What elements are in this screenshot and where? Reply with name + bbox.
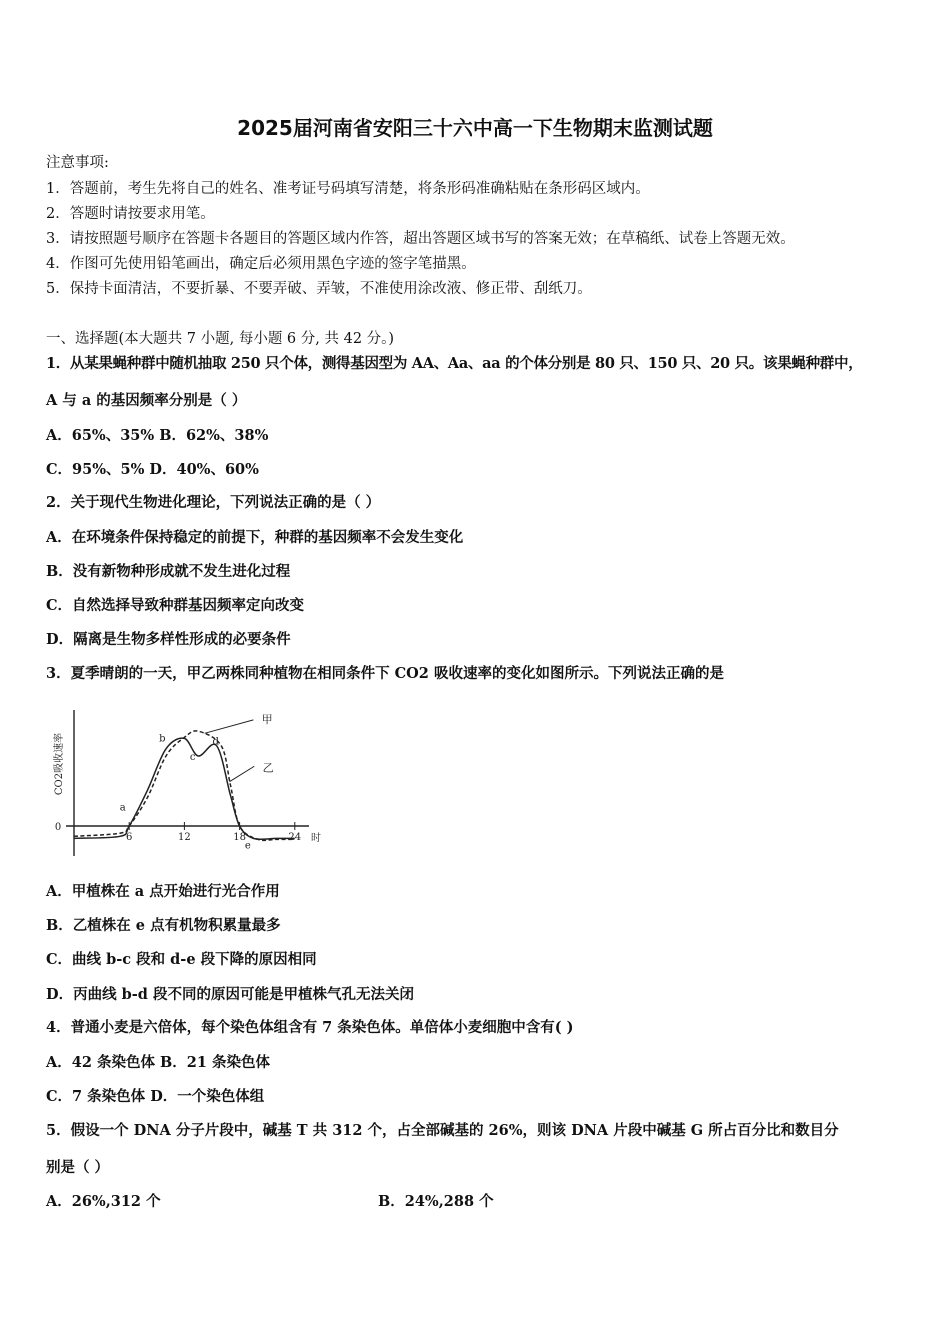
q4-options-cd: C．7 条染色体 D．一个染色体组	[46, 1088, 265, 1105]
origin-label: 0	[54, 822, 62, 833]
x-tick-label: 6	[126, 832, 133, 843]
q5-stem-cont: 别是（ ）	[46, 1159, 110, 1176]
q4-options-ab: A．42 条染色体 B．21 条染色体	[46, 1054, 271, 1071]
q2-option-d: D．隔离是生物多样性形成的必要条件	[46, 631, 291, 648]
point-label-a: a	[119, 802, 126, 814]
point-label-b: b	[159, 733, 166, 745]
q5-option-a: A．26%,312 个	[46, 1193, 161, 1210]
q1-options-cd: C．95%、5% D．40%、60%	[46, 461, 259, 478]
co2-chart	[44, 698, 334, 863]
q2-option-b: B．没有新物种形成就不发生进化过程	[46, 563, 291, 580]
q5-stem: 5．假设一个 DNA 分子片段中，碱基 T 共 312 个，占全部碱基的 26%，则该 DNA 片段中碱基 G 所占百分比和数目分	[46, 1122, 839, 1139]
q2-option-c: C．自然选择导致种群基因频率定向改变	[46, 597, 305, 614]
q2-stem: 2．关于现代生物进化理论，下列说法正确的是（ ）	[46, 494, 381, 511]
x-tick-label: 12	[178, 832, 191, 843]
notice-heading: 注意事项:	[46, 155, 109, 171]
legend-leader	[205, 720, 254, 733]
page-title: 2025届河南省安阳三十六中高一下生物期末监测试题	[237, 116, 713, 140]
q3-option-c: C．曲线 b-c 段和 d-e 段下降的原因相同	[46, 951, 317, 968]
notice-item: 5．保持卡面清洁，不要折暴、不要弄破、弄皱，不准使用涂改液、修正带、刮纸刀。	[46, 281, 592, 297]
legend-leader	[229, 766, 254, 781]
notice-item: 3．请按照题号顺序在答题卡各题目的答题区域内作答，超出答题区域书写的答案无效；在草稿纸、试卷上答题无效。	[46, 231, 795, 247]
q3-option-b: B．乙植株在 e 点有机物积累量最多	[46, 917, 281, 934]
notice-item: 2．答题时请按要求用笔。	[46, 206, 215, 222]
x-tick-label: 24	[288, 832, 302, 843]
point-label-e: e	[244, 840, 251, 852]
notice-item: 4．作图可先使用铅笔画出，确定后必须用黑色字迹的签字笔描黑。	[46, 256, 476, 272]
x-axis-label: 时	[311, 833, 321, 844]
legend-label: 甲	[261, 713, 273, 726]
q1-stem-cont: A 与 a 的基因频率分别是（ ）	[46, 392, 247, 409]
notice-item: 1．答题前，考生先将自己的姓名、准考证号码填写清楚，将条形码准确粘贴在条形码区域内。	[46, 181, 650, 197]
x-tick-label: 18	[233, 832, 246, 843]
legend-label: 乙	[262, 761, 274, 775]
q3-option-a: A．甲植株在 a 点开始进行光合作用	[46, 883, 280, 900]
q2-option-a: A．在环境条件保持稳定的前提下，种群的基因频率不会发生变化	[46, 529, 464, 546]
point-label-c: c	[189, 752, 196, 764]
q1-options-ab: A．65%、35% B．62%、38%	[46, 427, 269, 444]
q3-stem: 3．夏季晴朗的一天，甲乙两株同种植物在相同条件下 CO2 吸收速率的变化如图所示。下列说法正确的是	[46, 665, 724, 682]
section-heading: 一、选择题(本大题共 7 小题, 每小题 6 分, 共 42 分。)	[46, 331, 395, 347]
q5-option-b: B．24%,288 个	[378, 1193, 494, 1210]
q3-option-d: D．丙曲线 b-d 段不同的原因可能是甲植株气孔无法关闭	[46, 986, 414, 1003]
q1-stem: 1．从某果蝇种群中随机抽取 250 只个体，测得基因型为 AA、Aa、aa 的个体分别是 80 只、150 只、20 只。该果蝇种群中，	[46, 355, 863, 372]
q4-stem: 4．普通小麦是六倍体，每个染色体组含有 7 条染色体。单倍体小麦细胞中含有( )	[46, 1019, 574, 1036]
point-label-d: d	[212, 736, 219, 748]
y-axis-label: CO2吸收速率	[54, 732, 65, 796]
